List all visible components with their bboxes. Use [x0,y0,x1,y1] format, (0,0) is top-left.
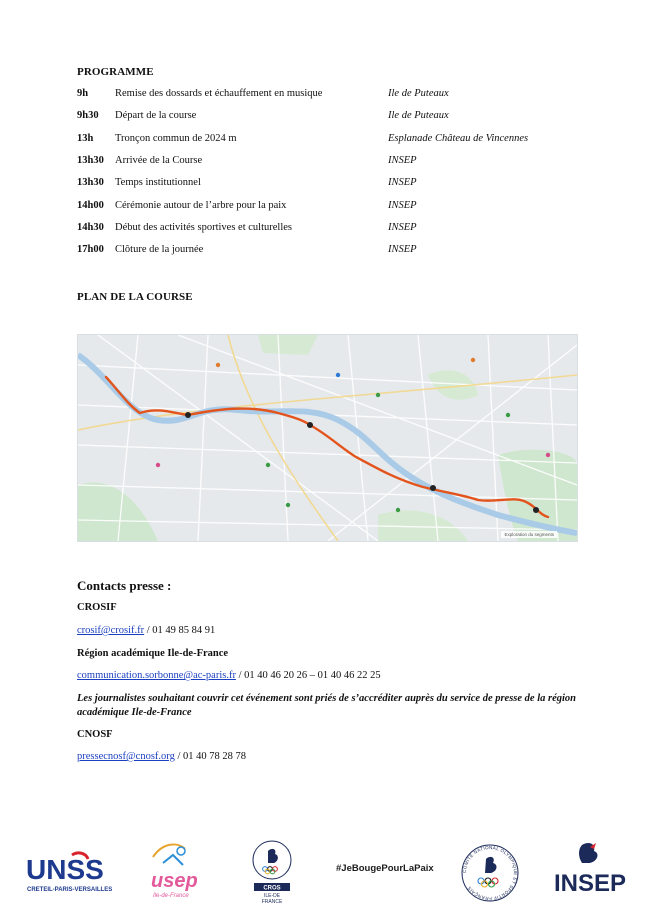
contact-org-cnosf: CNOSF [77,729,113,740]
programme-activity: Temps institutionnel [115,177,201,188]
phone-text: / 01 49 85 84 91 [144,625,216,636]
unss-logo [26,847,116,897]
contact-org-region: Région académique Ile-de-France [77,648,229,659]
contact-line-cnosf [77,751,246,762]
programme-activity: Début des activités sportives et culturelles [115,222,292,233]
programme-place: Ile de Puteaux [388,110,449,121]
programme-activity: Remise des dossards et échauffement en musique [115,88,323,99]
programme-time: 14h00 [77,200,104,211]
contact-org-crosif: CROSIF [77,602,117,613]
programme-place: INSEP [388,200,417,211]
programme-place: INSEP [388,222,417,233]
partner-logos [0,835,652,905]
programme-place: INSEP [388,244,417,255]
programme-place: Ile de Puteaux [388,88,449,99]
programme-row [77,244,597,258]
programme-row [77,110,597,124]
programme-place: Esplanade Château de Vincennes [388,133,529,144]
programme-activity: Tronçon commun de 2024 m [115,133,237,144]
programme-time: 13h [77,133,94,144]
programme-place: INSEP [388,177,417,188]
programme-heading: PROGRAMME [77,66,154,78]
cros-logo-subtitle: FRANCE [261,899,283,905]
accreditation-note: Les journalistes souhaitant couvrir cet événement sont priés de s’accréditer auprès du service de presse de la région académique Ile-de-France [77,693,577,718]
course-map[interactable] [77,334,578,542]
programme-place: INSEP [388,155,417,166]
hashtag-text: #JeBougePourLaPaix [336,863,434,874]
usep-logo-subtitle: Ile-de-France [153,893,189,899]
email-link-cnosf[interactable]: pressecnosf@cnosf.org [77,751,175,762]
programme-activity: Arrivée de la Course [115,155,203,166]
cros-logo [250,839,294,905]
programme-time: 14h30 [77,222,104,233]
usep-logo [143,837,213,901]
programme-time: 17h00 [77,244,104,255]
cros-logo-text: CROS [263,885,281,892]
programme-activity: Cérémonie autour de l’arbre pour la paix [115,200,287,211]
programme-activity: Départ de la course [115,110,197,121]
cros-logo-subtitle: ILE-DE [263,893,281,899]
programme-time: 13h30 [77,155,104,166]
phone-text: / 01 40 46 20 26 – 01 40 46 22 25 [235,670,381,681]
programme-row [77,222,597,236]
programme-time: 13h30 [77,177,104,188]
cnosf-ring-text: COMITÉ NATIONAL OLYMPIQUE ET SPORTIF FRANÇAIS [461,844,519,902]
contacts-title: Contacts presse : [77,578,172,593]
programme-row [77,177,597,191]
programme-row [77,133,597,147]
phone-text: / 01 40 78 28 78 [174,751,246,762]
insep-logo-text: INSEP [554,870,627,897]
programme-activity: Clôture de la journée [115,244,204,255]
programme-row [77,88,597,102]
programme-time: 9h30 [77,110,99,121]
email-link-region[interactable]: communication.sorbonne@ac-paris.fr [77,670,236,681]
unss-logo-text: UNSS [26,854,104,885]
usep-logo-text: usep [151,870,198,892]
unss-logo-subtitle: CRETEIL-PARIS-VERSAILLES [27,887,113,893]
email-link-crosif[interactable]: crosif@crosif.fr [77,625,145,636]
course-map-image [78,335,577,541]
cnosf-logo [460,843,520,903]
programme-time: 9h [77,88,89,99]
contact-line-crosif [77,625,215,636]
plan-heading: PLAN DE LA COURSE [77,291,193,303]
contact-line-region [77,670,381,681]
insep-logo [552,841,628,901]
programme-row [77,155,597,169]
map-segment-note: Exploration du segments [501,531,557,538]
programme-row [77,200,597,214]
